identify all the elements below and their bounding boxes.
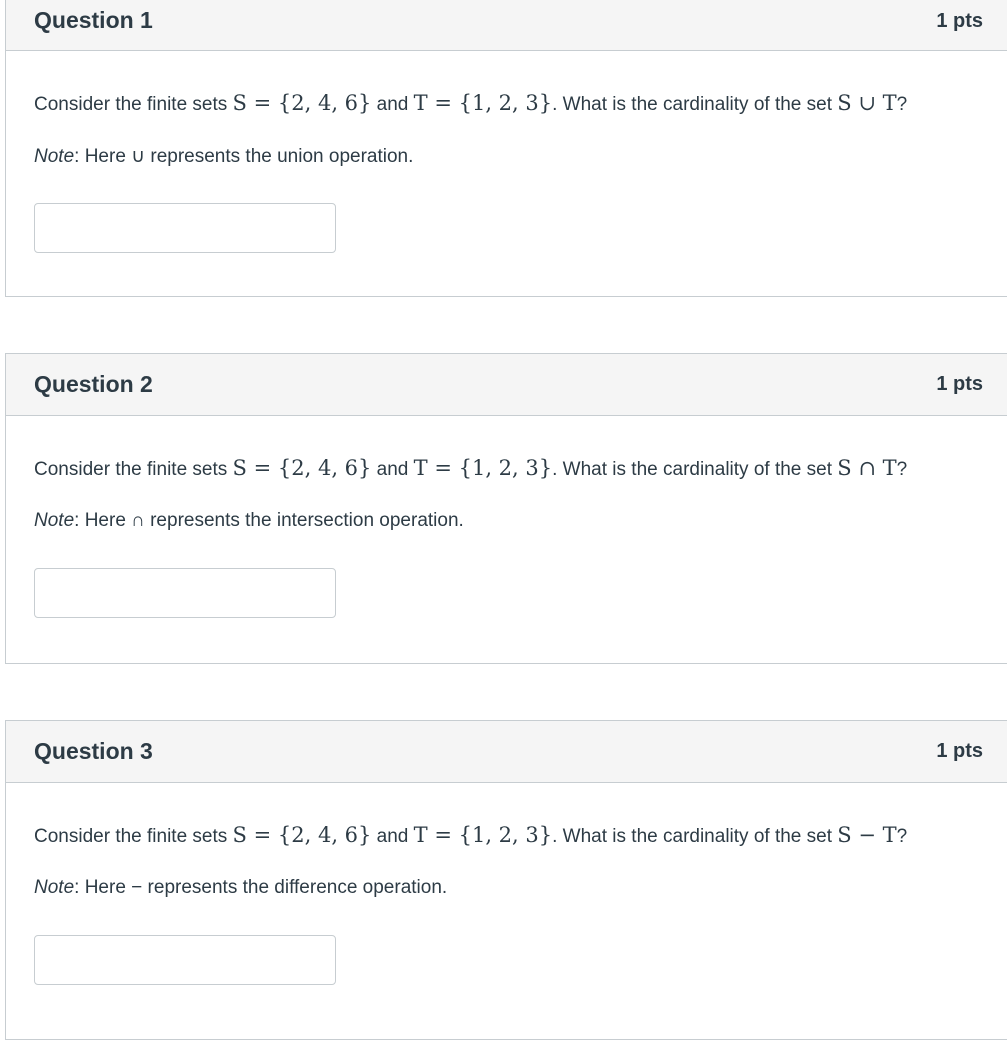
question-header [6,721,1007,783]
question-text [34,456,907,481]
question-points: 1 pts [936,10,983,32]
question-text-and: and [371,94,414,115]
answer-input[interactable] [34,203,336,253]
note-label: Note [34,877,75,898]
question-text-and: and [371,826,414,847]
set-s-expression: S = {2, 4, 6} [232,823,372,847]
question-note [34,877,447,899]
question-text-prefix: Consider the finite sets [34,826,233,847]
set-t-expression: T = {1, 2, 3} [413,91,553,115]
note-label: Note [34,510,75,531]
question-note [34,145,413,168]
question-text-suffix: ? [896,826,908,847]
question-title: Question 1 [34,7,153,33]
answer-input[interactable] [34,568,336,618]
question-text [34,91,907,116]
set-t-expression: T = {1, 2, 3} [413,823,553,847]
note-rest: represents the union operation. [145,146,414,167]
question-points: 1 pts [936,740,983,762]
question-card-3 [5,720,1007,1040]
question-card-2 [5,353,1007,664]
note-rest: represents the intersection operation. [144,510,464,531]
note-operator: ∩ [131,510,145,531]
note-operator: ∪ [131,146,146,167]
operation-expression: S − T [837,823,897,847]
note-label: Note [34,146,75,167]
question-note [34,510,464,532]
question-points: 1 pts [936,373,983,395]
note-middle: : Here [74,510,132,531]
question-body [6,51,1007,295]
answer-input[interactable] [34,935,336,985]
question-text-and: and [371,459,414,480]
question-text-suffix: ? [896,94,908,115]
question-body [6,783,1007,1029]
question-body [6,416,1007,662]
question-text-prefix: Consider the finite sets [34,459,233,480]
question-header [6,354,1007,416]
question-text-middle: . What is the cardinality of the set [552,94,838,115]
note-middle: : Here [74,146,132,167]
set-t-expression: T = {1, 2, 3} [413,456,553,480]
question-text-suffix: ? [896,459,908,480]
question-card-1 [5,0,1007,297]
note-middle: : Here [74,877,132,898]
set-s-expression: S = {2, 4, 6} [232,456,372,480]
question-header [6,0,1007,51]
operation-expression: S ∩ T [837,456,897,480]
question-text-middle: . What is the cardinality of the set [552,826,838,847]
question-text [34,823,907,848]
set-s-expression: S = {2, 4, 6} [232,91,372,115]
operation-expression: S ∪ T [837,91,897,115]
note-rest: represents the difference operation. [142,877,448,898]
question-title: Question 2 [34,371,153,397]
question-title: Question 3 [34,738,153,764]
note-operator: − [131,877,143,898]
question-text-middle: . What is the cardinality of the set [552,459,838,480]
question-text-prefix: Consider the finite sets [34,94,233,115]
